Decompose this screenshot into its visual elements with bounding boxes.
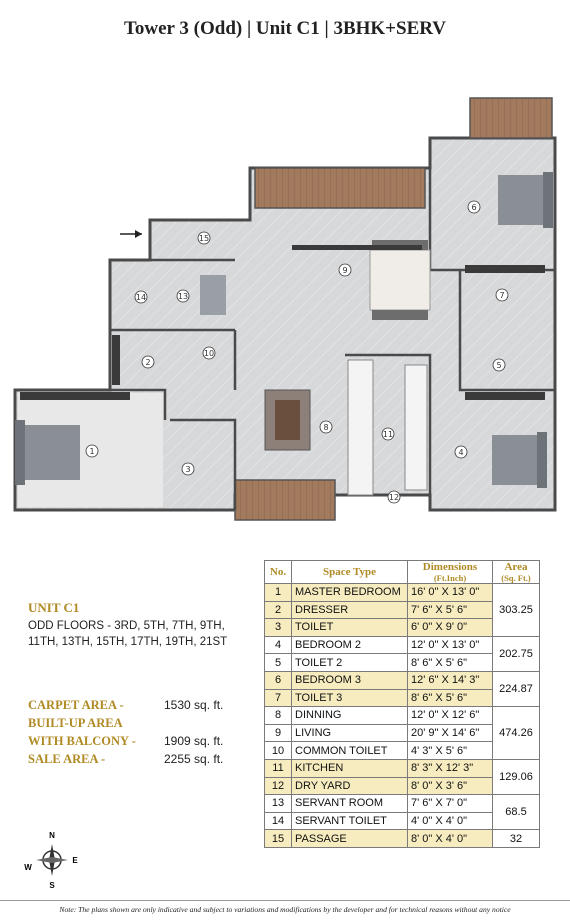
compass-e: E <box>72 856 78 865</box>
floor-plan <box>0 90 570 530</box>
header-no: No. <box>265 561 292 584</box>
builtup-area-label: BUILT-UP AREA <box>28 716 123 730</box>
table-row: 7 TOILET 3 8' 6" X 5' 6" <box>265 689 540 707</box>
area-cell: 129.06 <box>493 759 540 794</box>
bed-icon <box>498 172 553 228</box>
room-label: 3 <box>185 465 191 474</box>
table-row: 4 BEDROOM 2 12' 0" X 13' 0" 202.75 <box>265 636 540 654</box>
room-label: 12 <box>388 493 400 502</box>
bed-icon <box>492 432 547 488</box>
room-label: 7 <box>499 291 505 300</box>
balcony-bottom <box>235 480 335 520</box>
table-row: 8 DINNING 12' 0" X 12' 6" 474.26 <box>265 707 540 725</box>
builtup-balcony-label: WITH BALCONY - <box>28 734 136 748</box>
carpet-area-value: 1530 sq. ft. <box>164 698 224 712</box>
compass-icon <box>22 830 82 890</box>
table-row: 14 SERVANT TOILET 4' 0" X 4' 0" <box>265 812 540 830</box>
compass-s: S <box>49 881 55 890</box>
room-label: 1 <box>89 447 95 456</box>
table-header <box>265 561 540 584</box>
carpet-area-label: CARPET AREA - <box>28 698 124 712</box>
room-label: 8 <box>323 423 329 432</box>
entry-arrow-icon <box>120 230 142 238</box>
unit-floors: ODD FLOORS - 3RD, 5TH, 7TH, 9TH, 11TH, 13TH, 15TH, 17TH, 19TH, 21ST <box>28 620 228 648</box>
bed-icon <box>15 420 80 485</box>
sale-area-value: 2255 sq. ft. <box>164 752 224 766</box>
room-label: 10 <box>203 349 215 358</box>
table-row: 5 TOILET 2 8' 6" X 5' 6" <box>265 654 540 672</box>
unit-name: UNIT C1 <box>28 600 80 615</box>
dining-table-icon <box>265 390 310 450</box>
room-label: 14 <box>135 293 147 302</box>
table-row: 12 DRY YARD 8' 0" X 3' 6" <box>265 777 540 795</box>
room-label: 11 <box>382 430 394 439</box>
balcony-top-right <box>470 98 552 138</box>
disclaimer-note: Note: The plans shown are only indicative and subject to variations and modifications by the developer and for technical reasons without any notice <box>0 900 570 914</box>
table-row: 2 DRESSER 7' 6" X 5' 6" <box>265 601 540 619</box>
unit-info <box>28 600 258 650</box>
sale-area-label: SALE AREA - <box>28 752 106 766</box>
table-row: 9 LIVING 20' 9" X 14' 6" <box>265 724 540 742</box>
table-row: 1 MASTER BEDROOM 16' 0" X 13' 0" 303.25 <box>265 584 540 602</box>
table-row: 11 KITCHEN 8' 3" X 12' 3" 129.06 <box>265 759 540 777</box>
header-dimensions: Dimensions (Ft.Inch) <box>408 561 493 584</box>
table-row: 6 BEDROOM 3 12' 6" X 14' 3" 224.87 <box>265 671 540 689</box>
page-title: Tower 3 (Odd) | Unit C1 | 3BHK+SERV <box>123 18 447 39</box>
area-cell: 68.5 <box>493 795 540 830</box>
area-summary <box>28 698 268 770</box>
area-cell: 303.25 <box>493 584 540 637</box>
area-cell: 474.26 <box>493 707 540 760</box>
room-label: 6 <box>471 203 477 212</box>
area-cell: 202.75 <box>493 636 540 671</box>
room-label: 9 <box>342 266 348 275</box>
room-label: 5 <box>496 361 502 370</box>
table-row: 10 COMMON TOILET 4' 3" X 5' 6" <box>265 742 540 760</box>
balcony-top <box>255 168 425 208</box>
room-label: 15 <box>198 234 210 243</box>
room-label: 2 <box>145 358 151 367</box>
area-cell: 224.87 <box>493 671 540 706</box>
builtup-area-value: 1909 sq. ft. <box>164 734 224 748</box>
table-row: 13 SERVANT ROOM 7' 6" X 7' 0" 68.5 <box>265 795 540 813</box>
compass-w: W <box>24 863 32 872</box>
table-row: 15 PASSAGE 8' 0" X 4' 0" 32 <box>265 830 540 848</box>
room-table <box>264 560 540 848</box>
room-label: 13 <box>177 292 189 301</box>
sofa-icon <box>370 240 430 320</box>
table-row: 3 TOILET 6' 0" X 9' 0" <box>265 619 540 637</box>
area-cell: 32 <box>493 830 540 848</box>
header-area: Area (Sq. Ft.) <box>493 561 540 584</box>
room-label: 4 <box>458 448 464 457</box>
bed-icon <box>200 275 226 315</box>
compass-n: N <box>49 831 55 840</box>
header-space-type: Space Type <box>292 561 408 584</box>
